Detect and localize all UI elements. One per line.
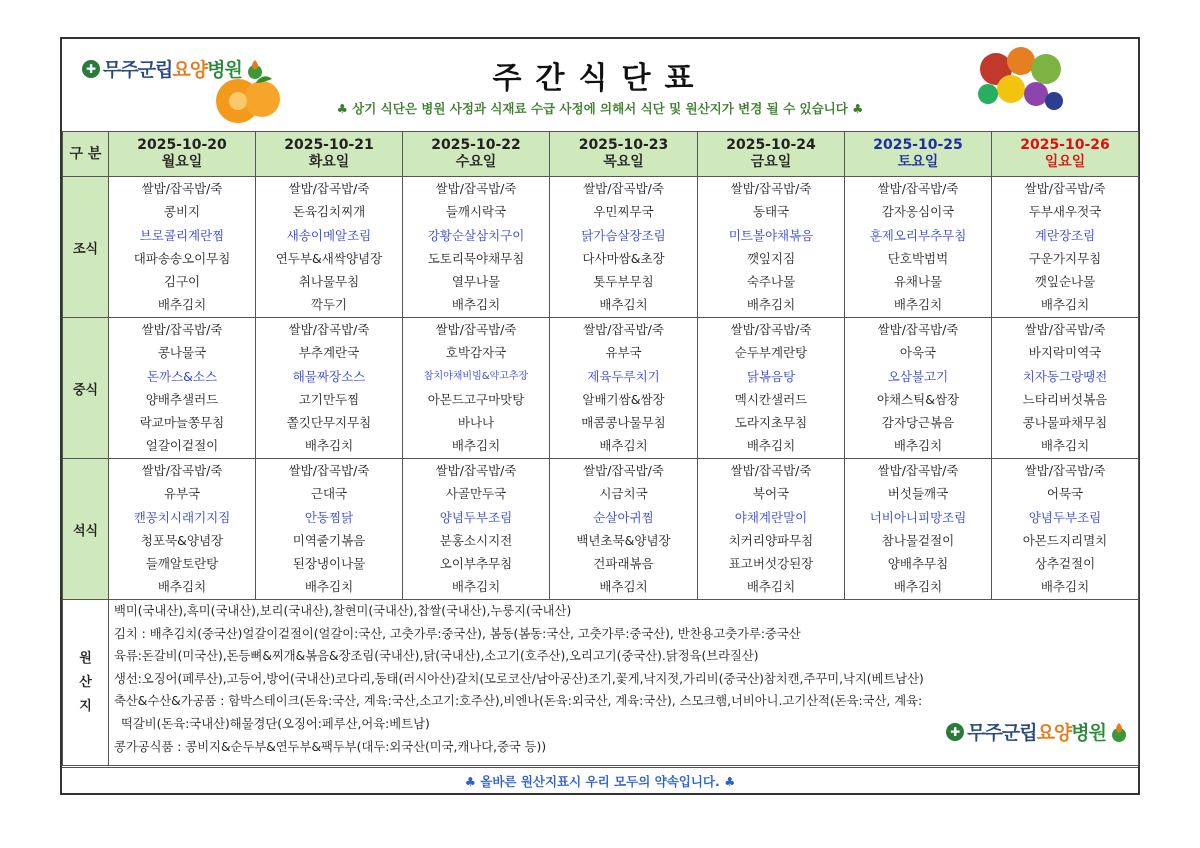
dish-item: 배추김치 (1040, 438, 1090, 454)
dish-item: 쌀밥/잡곡밥/죽 (141, 322, 223, 337)
dish-item: 알배기쌈&쌈장 (582, 391, 665, 407)
header (62, 39, 1138, 132)
main-dish: 훈제오리부추무침 (869, 227, 967, 243)
day-header (698, 132, 845, 177)
dish-item: 버섯들깨국 (887, 486, 949, 502)
dish-item: 깻잎지짐 (746, 250, 796, 266)
day-weekday: 수요일 (455, 154, 497, 170)
day-date: 2025-10-26 (1020, 137, 1110, 153)
origin-line-soy: 콩가공식품 : 콩비지&순두부&연두부&팩두부(대두:외국산(미국,캐나다,중국 등)) (114, 739, 547, 754)
meal-label: 중식 (63, 318, 109, 459)
main-dish: 오삼불고기 (887, 368, 949, 384)
main-dish: 브로콜리계란찜 (139, 227, 225, 243)
main-dish: 치자동그랑땡전 (1022, 368, 1108, 384)
dish-item: 쌀밥/잡곡밥/죽 (435, 181, 517, 196)
menu-cell (992, 177, 1139, 318)
main-dish: 미트볼야채볶음 (728, 227, 814, 243)
dish-item: 시금치국 (599, 486, 648, 502)
menu-cell (109, 177, 256, 318)
dish-item: 배추김치 (451, 297, 501, 313)
day-header-saturday (845, 132, 992, 177)
dish-item: 분홍소시지전 (439, 532, 513, 548)
dish-item: 구운가지무침 (1028, 250, 1102, 266)
main-dish: 돈까스&소스 (146, 368, 218, 384)
dish-item: 배추김치 (893, 438, 943, 454)
day-date: 2025-10-20 (137, 137, 227, 153)
dish-item: 배추김치 (304, 579, 354, 595)
menu-cell (403, 177, 550, 318)
origin-info (109, 600, 1139, 766)
dish-item: 감자옹심이국 (881, 204, 955, 220)
main-dish: 안동찜닭 (304, 509, 354, 525)
hospital-name-bottom (967, 718, 1106, 745)
day-header-sunday (992, 132, 1139, 177)
menu-sheet (60, 37, 1140, 795)
menu-cell (256, 177, 403, 318)
dish-item: 아몬드지리멸치 (1022, 532, 1108, 548)
menu-cell (550, 318, 698, 459)
dish-item: 쌀밥/잡곡밥/죽 (877, 181, 959, 196)
dish-item: 유채나물 (893, 274, 943, 290)
meal-label: 조식 (63, 177, 109, 318)
dish-item: 북어국 (752, 486, 790, 502)
dish-item: 쌀밥/잡곡밥/죽 (583, 463, 664, 478)
hospital-logo-icon: ✚ (82, 60, 100, 78)
day-header (403, 132, 550, 177)
dish-item: 동태국 (752, 204, 790, 220)
dish-item: 취나물무침 (298, 274, 360, 290)
dish-item: 배추김치 (599, 297, 648, 313)
weekly-menu-table (62, 131, 1139, 766)
dish-item: 배추김치 (599, 579, 648, 595)
dish-item: 쌀밥/잡곡밥/죽 (877, 463, 959, 478)
dish-item: 어묵국 (1046, 486, 1084, 502)
dish-item: 바지락미역국 (1028, 345, 1102, 361)
dish-item: 바나나 (457, 415, 495, 431)
dish-item: 쌀밥/잡곡밥/죽 (288, 463, 370, 478)
dish-item: 쌀밥/잡곡밥/죽 (730, 181, 812, 196)
dish-item: 콩나물파채무침 (1022, 415, 1108, 431)
menu-cell (845, 318, 992, 459)
dish-item: 쌀밥/잡곡밥/죽 (1024, 463, 1106, 478)
day-weekday: 월요일 (161, 154, 203, 170)
meal-row (63, 318, 1139, 459)
dish-item: 배추김치 (599, 438, 648, 454)
dish-item: 배추김치 (1040, 579, 1090, 595)
dish-item: 청포묵&양념장 (140, 532, 224, 548)
day-weekday: 금요일 (750, 154, 792, 170)
dish-item: 배추김치 (1040, 297, 1090, 313)
dish-item: 아몬드고구마맛탕 (427, 391, 525, 407)
origin-row (63, 600, 1139, 766)
dish-item: 미역줄기볶음 (292, 532, 366, 548)
main-dish: 참치야채비빔&약고추장 (423, 370, 529, 382)
dish-item: 멕시칸샐러드 (734, 391, 808, 407)
menu-cell (698, 459, 845, 600)
meal-label: 석식 (63, 459, 109, 600)
hospital-logo-icon: ✚ (946, 723, 964, 741)
dish-item: 쌀밥/잡곡밥/죽 (877, 322, 959, 337)
logo-part-2: 요양 (1036, 722, 1072, 744)
dish-item: 표고버섯강된장 (728, 556, 814, 572)
origin-label-char: 원 (79, 650, 92, 666)
dish-item: 근대국 (310, 486, 348, 502)
main-dish: 계란장조림 (1034, 227, 1096, 243)
menu-cell (550, 177, 698, 318)
menu-cell (992, 318, 1139, 459)
main-dish: 제육두루치기 (587, 368, 660, 384)
menu-cell (845, 459, 992, 600)
dish-item: 깍두기 (310, 297, 348, 313)
dish-item: 쌀밥/잡곡밥/죽 (288, 322, 370, 337)
menu-cell (403, 318, 550, 459)
dish-item: 깻잎순나물 (1034, 274, 1096, 290)
dish-item: 쌀밥/잡곡밥/죽 (1024, 181, 1106, 196)
dish-item: 쌀밥/잡곡밥/죽 (141, 181, 223, 196)
origin-label-char: 산 (79, 674, 92, 690)
day-header (109, 132, 256, 177)
origin-label-char: 지 (79, 698, 92, 714)
dish-item: 배추김치 (893, 579, 943, 595)
main-dish: 닭가슴살장조림 (581, 227, 666, 243)
menu-cell (256, 318, 403, 459)
dish-item: 느타리버섯볶음 (1022, 391, 1108, 407)
dish-item: 우민찌무국 (593, 204, 654, 220)
dish-item: 대파송송오이무침 (133, 250, 231, 266)
logo-part-3: 병원 (1071, 722, 1106, 744)
logo-part-3: 병원 (207, 59, 242, 81)
dish-item: 유부국 (605, 345, 642, 361)
dish-item: 배추김치 (746, 438, 796, 454)
day-date: 2025-10-21 (284, 137, 374, 153)
main-dish: 캔꽁치시래기지짐 (133, 509, 231, 525)
dish-item: 상추겉절이 (1034, 556, 1096, 572)
origin-line-meat: 육류:돈갈비(미국산),돈등뼈&찌개&볶음&장조림(국내산),닭(국내산),소고기(호주산),오리고기(중국산).닭정육(브라질산) (114, 649, 759, 664)
dish-item: 건파래볶음 (593, 556, 654, 572)
dish-item: 쌀밥/잡곡밥/죽 (583, 322, 664, 337)
dish-item: 두부새우젓국 (1028, 204, 1102, 220)
dish-item: 쌀밥/잡곡밥/죽 (288, 181, 370, 196)
dish-item: 참나물겉절이 (881, 532, 955, 548)
day-date: 2025-10-23 (578, 137, 669, 153)
dish-item: 단호박범벅 (887, 250, 949, 266)
dish-item: 락교마늘쫑무침 (139, 415, 225, 431)
day-date: 2025-10-22 (431, 137, 521, 153)
dish-item: 치커리양파무침 (728, 532, 814, 548)
dish-item: 쌀밥/잡곡밥/죽 (583, 181, 664, 196)
dish-item: 배추김치 (893, 297, 943, 313)
logo-part-1: 무주군립 (967, 722, 1037, 744)
dish-item: 오이부추무침 (439, 556, 513, 572)
dish-item: 쌀밥/잡곡밥/죽 (1024, 322, 1106, 337)
dish-item: 톳두부무침 (593, 274, 654, 290)
origin-line-processed: 축산&수산&가공품 : 함박스테이크(돈육:국산, 계육:국산,소고기:호주산),비엔나(돈육:외국산, 계육:국산), 스모크햄,너비아니.고기산적(돈육:국산, 계육: (114, 694, 923, 709)
menu-cell (403, 459, 550, 600)
menu-cell (698, 318, 845, 459)
dish-item: 매콤콩나물무침 (581, 415, 666, 431)
dish-item: 들깨알토란탕 (145, 556, 219, 572)
day-weekday: 토요일 (897, 154, 939, 170)
dish-item: 김구이 (163, 274, 201, 290)
dish-item: 순두부계란탕 (734, 345, 808, 361)
dish-item: 백년초묵&양념장 (576, 532, 671, 548)
dish-item: 감자당근볶음 (881, 415, 955, 431)
main-dish: 양념두부조림 (1028, 509, 1102, 525)
menu-cell (109, 459, 256, 600)
dish-item: 된장냉이나물 (292, 556, 366, 572)
menu-cell (256, 459, 403, 600)
dish-item: 배추김치 (451, 579, 501, 595)
day-date: 2025-10-24 (726, 137, 816, 153)
dish-item: 돈육김치찌개 (292, 204, 366, 220)
dish-item: 도토리묵야채무침 (427, 250, 525, 266)
menu-cell (698, 177, 845, 318)
dish-item: 유부국 (163, 486, 201, 502)
logo-part-2: 요양 (172, 59, 208, 81)
dish-item: 양배추무침 (887, 556, 949, 572)
dish-item: 배추김치 (304, 438, 354, 454)
dish-item: 쫄깃단무지무침 (286, 415, 372, 431)
main-dish: 순살아귀찜 (593, 509, 654, 525)
logo-part-1: 무주군립 (103, 59, 173, 81)
vegetables-icon (966, 39, 1076, 125)
origin-line-processed-2: 떡갈비(돈육:국내산)해물경단(오징어:페루산,어육:베트남) (121, 716, 430, 731)
dish-item: 쌀밥/잡곡밥/죽 (730, 463, 812, 478)
dish-item: 부추계란국 (298, 345, 360, 361)
main-dish: 강황순살삼치구이 (427, 227, 525, 243)
menu-cell (109, 318, 256, 459)
dish-item: 배추김치 (157, 579, 207, 595)
main-dish: 너비아니피망조림 (869, 509, 967, 525)
meal-row (63, 459, 1139, 600)
dish-item: 들깨시락국 (445, 204, 507, 220)
origin-line-fish: 생선:오징어(페루산),고등어,방어(국내산)코다리,동태(러시아산)갈치(모로코산/남아공산)조기,꽃게,낙지젓,가리비(중국산)참치캔,주꾸미,낙지(베트남산) (114, 671, 924, 686)
meal-rows (63, 177, 1139, 600)
dish-item: 배추김치 (746, 579, 796, 595)
dish-item: 얼갈이겉절이 (145, 438, 219, 454)
day-weekday: 화요일 (308, 154, 350, 170)
dish-item: 콩나물국 (157, 345, 207, 361)
dish-item: 쌀밥/잡곡밥/죽 (435, 463, 517, 478)
notice-text: ♣ 상기 식단은 병원 사정과 식재료 수급 사정에 의해서 식단 및 원산지가 변경 될 수 있습니다 ♣ (336, 101, 864, 116)
day-weekday: 일요일 (1044, 154, 1086, 170)
dish-item: 아욱국 (899, 345, 937, 361)
day-header (550, 132, 698, 177)
dish-item: 열무나물 (451, 274, 501, 290)
hospital-logo-bottom (946, 718, 1128, 745)
leaf-icon (1110, 721, 1128, 743)
date-header-row (63, 132, 1139, 177)
dish-item: 도라지초무침 (734, 415, 808, 431)
main-dish: 양념두부조림 (439, 509, 513, 525)
dish-item: 배추김치 (157, 297, 207, 313)
dish-item: 연두부&새싹양념장 (275, 250, 383, 266)
day-date: 2025-10-25 (873, 137, 963, 153)
origin-label (63, 600, 109, 766)
dish-item: 다사마쌈&초장 (582, 250, 665, 266)
corner-label: 구 분 (63, 132, 109, 177)
dish-item: 쌀밥/잡곡밥/죽 (435, 322, 517, 337)
origin-line-kimchi: 김치 : 배추김치(중국산)얼갈이겉절이(얼갈이:국산, 고춧가루:중국산), 봄동(봄동:국산, 고춧가루:중국산), 반찬용고춧가루:중국산 (114, 626, 801, 641)
main-dish: 해물짜장소스 (292, 368, 366, 384)
footer-slogan: ♣ 올바른 원산지표시 우리 모두의 약속입니다. ♣ (62, 767, 1138, 796)
meal-row (63, 177, 1139, 318)
dish-item: 숙주나물 (746, 274, 796, 290)
dish-item: 사골만두국 (445, 486, 507, 502)
day-header (256, 132, 403, 177)
menu-cell (845, 177, 992, 318)
origin-line-grains: 백미(국내산),흑미(국내산),보리(국내산),찰현미(국내산),찹쌀(국내산),누룽지(국내산) (114, 604, 572, 618)
dish-item: 배추김치 (451, 438, 501, 454)
dish-item: 쌀밥/잡곡밥/죽 (730, 322, 812, 337)
menu-cell (550, 459, 698, 600)
main-dish: 닭볶음탕 (746, 368, 796, 384)
dish-item: 야채스틱&쌈장 (876, 391, 960, 407)
main-dish: 야채계란말이 (734, 509, 808, 525)
main-dish: 새송이메알조림 (286, 227, 372, 243)
dish-item: 콩비지 (163, 204, 201, 220)
dish-item: 호박감자국 (445, 345, 507, 361)
dish-item: 고기만두찜 (298, 391, 360, 407)
page-title: 주간식단표 (492, 61, 708, 96)
dish-item: 양배추샐러드 (145, 391, 219, 407)
dish-item: 쌀밥/잡곡밥/죽 (141, 463, 223, 478)
dish-item: 배추김치 (746, 297, 796, 313)
menu-cell (992, 459, 1139, 600)
day-weekday: 목요일 (603, 154, 644, 170)
